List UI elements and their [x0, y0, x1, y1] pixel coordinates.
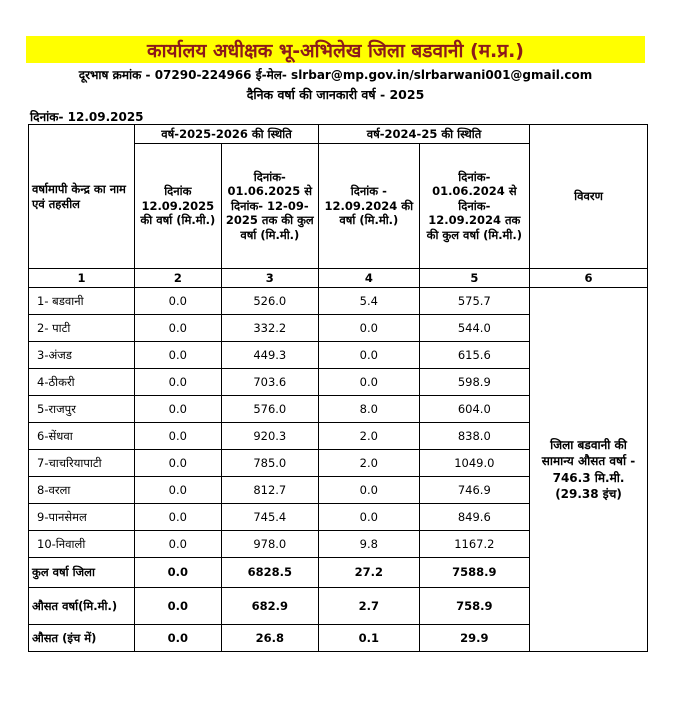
rainfall-value: 0.0: [135, 531, 222, 558]
rainfall-value: 0.0: [319, 315, 420, 342]
station-name: 1- बडवानी: [29, 288, 135, 315]
report-subtitle: दैनिक वर्षा की जानकारी वर्ष - 2025: [246, 87, 425, 102]
rainfall-value: 2.0: [319, 450, 420, 477]
total-row-label: कुल वर्षा जिला: [29, 558, 135, 588]
rainfall-table: [28, 124, 648, 652]
rainfall-value: 0.0: [135, 477, 222, 504]
rainfall-value: 1049.0: [419, 450, 529, 477]
col-number: 2: [135, 269, 222, 288]
col-number: 6: [530, 269, 648, 288]
average-inch-row-value: 0.0: [135, 625, 222, 652]
contact-line: दूरभाष क्रमांक - 07290-224966 ई-मेल- slrbar@mp.gov.in/slrbarwani001@gmail.com: [78, 68, 593, 82]
rainfall-value: 0.0: [135, 369, 222, 396]
station-name: 8-वरला: [29, 477, 135, 504]
total-row-value: 27.2: [319, 558, 420, 588]
header-group-2025: वर्ष-2025-2026 की स्थिति: [135, 125, 319, 144]
rainfall-value: 1167.2: [419, 531, 529, 558]
rainfall-value: 838.0: [419, 423, 529, 450]
rainfall-value: 746.9: [419, 477, 529, 504]
rainfall-value: 0.0: [135, 450, 222, 477]
table-row: [29, 288, 648, 315]
station-name: 4-ठीकरी: [29, 369, 135, 396]
rainfall-value: 703.6: [221, 369, 318, 396]
page-banner: [26, 36, 645, 63]
station-name: 2- पाटी: [29, 315, 135, 342]
rainfall-value: 745.4: [221, 504, 318, 531]
average-inch-row-value: 26.8: [221, 625, 318, 652]
rainfall-value: 0.0: [135, 396, 222, 423]
rainfall-value: 920.3: [221, 423, 318, 450]
rainfall-value: 785.0: [221, 450, 318, 477]
average-inch-row-label: औसत (इंच में): [29, 625, 135, 652]
header-station: वर्षामापी केन्द्र का नाम एवं तहसील: [29, 125, 135, 269]
rainfall-value: 604.0: [419, 396, 529, 423]
report-date: दिनांक- 12.09.2025: [30, 110, 144, 124]
col-number: 1: [29, 269, 135, 288]
rainfall-value: 0.0: [319, 477, 420, 504]
average-inch-row-value: 29.9: [419, 625, 529, 652]
rainfall-table-container: [28, 124, 648, 652]
rainfall-value: 576.0: [221, 396, 318, 423]
col-number: 5: [419, 269, 529, 288]
average-row-value: 2.7: [319, 588, 420, 625]
rainfall-value: 0.0: [319, 342, 420, 369]
average-row-label: औसत वर्षा(मि.मी.): [29, 588, 135, 625]
rainfall-value: 0.0: [319, 504, 420, 531]
station-name: 10-निवाली: [29, 531, 135, 558]
average-row-value: 682.9: [221, 588, 318, 625]
rainfall-value: 812.7: [221, 477, 318, 504]
rainfall-value: 615.6: [419, 342, 529, 369]
rainfall-value: 544.0: [419, 315, 529, 342]
column-number-row: [29, 269, 648, 288]
average-row-value: 758.9: [419, 588, 529, 625]
rainfall-value: 598.9: [419, 369, 529, 396]
page-title: कार्यालय अधीक्षक भू-अभिलेख जिला बडवानी (म.प्र.): [147, 39, 524, 62]
rainfall-value: 526.0: [221, 288, 318, 315]
header-col-4: दिनांक - 12.09.2024 की वर्षा (मि.मी.): [319, 144, 420, 269]
rainfall-value: 978.0: [221, 531, 318, 558]
average-inch-row-value: 0.1: [319, 625, 420, 652]
rainfall-value: 0.0: [135, 504, 222, 531]
rainfall-value: 849.6: [419, 504, 529, 531]
rainfall-value: 0.0: [319, 369, 420, 396]
total-row-value: 0.0: [135, 558, 222, 588]
total-row-value: 6828.5: [221, 558, 318, 588]
rainfall-value: 449.3: [221, 342, 318, 369]
rainfall-value: 0.0: [135, 342, 222, 369]
rainfall-value: 9.8: [319, 531, 420, 558]
header-col-2: दिनांक 12.09.2025 की वर्षा (मि.मी.): [135, 144, 222, 269]
remark-cell: जिला बडवानी की सामान्य औसत वर्षा - 746.3 मि.मी. (29.38 इंच): [530, 288, 648, 652]
header-remarks: विवरण: [530, 125, 648, 269]
rainfall-value: 0.0: [135, 288, 222, 315]
station-name: 3-अंजड: [29, 342, 135, 369]
header-col-5: दिनांक- 01.06.2024 से दिनांक- 12.09.2024 तक की कुल वर्षा (मि.मी.): [419, 144, 529, 269]
col-number: 3: [221, 269, 318, 288]
rainfall-value: 575.7: [419, 288, 529, 315]
rainfall-value: 0.0: [135, 423, 222, 450]
rainfall-value: 5.4: [319, 288, 420, 315]
rainfall-value: 332.2: [221, 315, 318, 342]
station-name: 7-चाचरियापाटी: [29, 450, 135, 477]
total-row-value: 7588.9: [419, 558, 529, 588]
header-group-2024: वर्ष-2024-25 की स्थिति: [319, 125, 530, 144]
station-name: 6-सेंधवा: [29, 423, 135, 450]
average-row-value: 0.0: [135, 588, 222, 625]
rainfall-value: 2.0: [319, 423, 420, 450]
header-col-3: दिनांक- 01.06.2025 से दिनांक- 12-09-2025 तक की कुल वर्षा (मि.मी.): [221, 144, 318, 269]
station-name: 9-पानसेमल: [29, 504, 135, 531]
rainfall-value: 8.0: [319, 396, 420, 423]
station-name: 5-राजपुर: [29, 396, 135, 423]
col-number: 4: [319, 269, 420, 288]
rainfall-value: 0.0: [135, 315, 222, 342]
